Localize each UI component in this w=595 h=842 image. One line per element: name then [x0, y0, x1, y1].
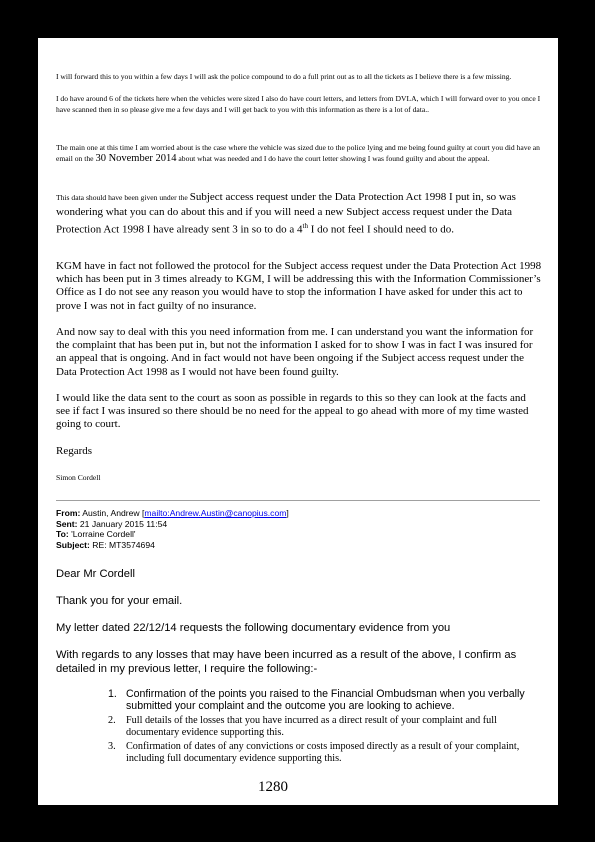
- from-label: From:: [56, 508, 81, 518]
- paragraph-information: And now say to deal with this you need information from me. I can understand you want the information for the complaint that has been put in, but not the information I asked for to show I was in fact I was insured for an appeal that is ongoing. And in fact would not have been ongoing if the Subject access request under the Data Protection Act 1998 as I would not have been found guilty.: [56, 326, 534, 378]
- page-number: 1280: [258, 779, 288, 795]
- separator-line: [56, 500, 540, 501]
- list-item: Confirmation of the points you raised to the Financial Ombudsman when you verbally submitted your complaint and the outcome you are looking to achieve.: [126, 688, 525, 713]
- email-thanks: Thank you for your email.: [56, 595, 183, 607]
- email-header: [56, 508, 542, 550]
- to-value: 'Lorraine Cordell': [71, 529, 136, 539]
- email-intro: With regards to any losses that may have been incurred as a result of the above, I confirm as detailed in my previous letter, I require the following:-: [56, 649, 517, 675]
- from-line: [56, 508, 542, 519]
- p4-text-c: I do not feel I should need to do.: [307, 224, 455, 237]
- to-label: To:: [56, 529, 69, 539]
- sent-label: Sent:: [56, 518, 78, 529]
- p3-text-a: The main one at this time I am worried about is the case where the vehicle was sized due to the police lying and me being found guilty at court you did have an email on the: [56, 143, 540, 163]
- paragraph-main-concern: [56, 142, 542, 164]
- item-number: 3.: [108, 741, 116, 752]
- from-bracket: ]: [286, 508, 289, 518]
- subject-label: Subject:: [56, 539, 90, 550]
- item-number: 2.: [108, 715, 116, 726]
- paragraph-tickets: I do have around 6 of the tickets here when the vehicles were sized I also do have court letters, and letters from DVLA, which I will forward over to you once I have scanned then in so please give me a few days and I will get back to you with this information as there is a lot of data..: [56, 94, 541, 114]
- p4-text-b: Subject access request under the Data Protection Act 1998 I put in, so was wondering what you can do about this and if you will need a new Subject access request under the Data Protection Act 1998 I have already sent 3 in so to do a 4: [56, 191, 516, 237]
- requirements-list: [38, 688, 558, 770]
- from-name: Austin, Andrew [: [82, 508, 145, 518]
- document-page: [38, 38, 558, 805]
- to-line: [56, 529, 542, 540]
- paragraph-kgm: KGM have in fact not followed the protocol for the Subject access request under the Data Protection Act 1998 which has been put in 3 times already to KGM, I will be addressing this with the Information Commissioner’s Office as I do not see any reason you would have to stop the information I have asked for under this act to prove I was not in fact guilty of no insurance.: [56, 260, 542, 312]
- regards: Regards: [56, 445, 93, 457]
- p3-date: 30 November 2014: [95, 153, 177, 164]
- email-reference: My letter dated 22/12/14 requests the following documentary evidence from you: [56, 622, 451, 634]
- sent-line: [56, 519, 542, 530]
- list-item: Confirmation of dates of any convictions or costs imposed directly as a result of your complaint, including full documentary evidence supporting this.: [126, 741, 520, 764]
- subject-value: RE: MT3574694: [92, 539, 155, 550]
- p4-superscript: th: [302, 222, 308, 231]
- item-number: 1.: [108, 688, 117, 700]
- p3-text-b: about what was needed and I do have the court letter showing I was found guilty and about the appeal.: [176, 154, 490, 163]
- sent-value: 21 January 2015 11:54: [79, 518, 168, 529]
- p4-text-a: This data should have been given under the: [56, 193, 190, 202]
- subject-line: [56, 540, 542, 551]
- from-email-link[interactable]: mailto:Andrew.Austin@canopius.com: [144, 508, 287, 518]
- signature: Simon Cordell: [56, 473, 101, 482]
- email-greeting: Dear Mr Cordell: [56, 568, 135, 580]
- paragraph-subject-access: [56, 190, 542, 237]
- list-item: Full details of the losses that you have incurred as a direct result of your complaint and full documentary evidence supporting this.: [126, 715, 497, 738]
- paragraph-court: I would like the data sent to the court as soon as possible in regards to this so they can look at the facts and see if fact I was insured so there should be no need for the appeal to go ahead with more of my time wasted going to court.: [56, 392, 529, 431]
- paragraph-forward: I will forward this to you within a few days I will ask the police compound to do a full print out as to all the tickets as I believe there is a few missing.: [56, 72, 512, 81]
